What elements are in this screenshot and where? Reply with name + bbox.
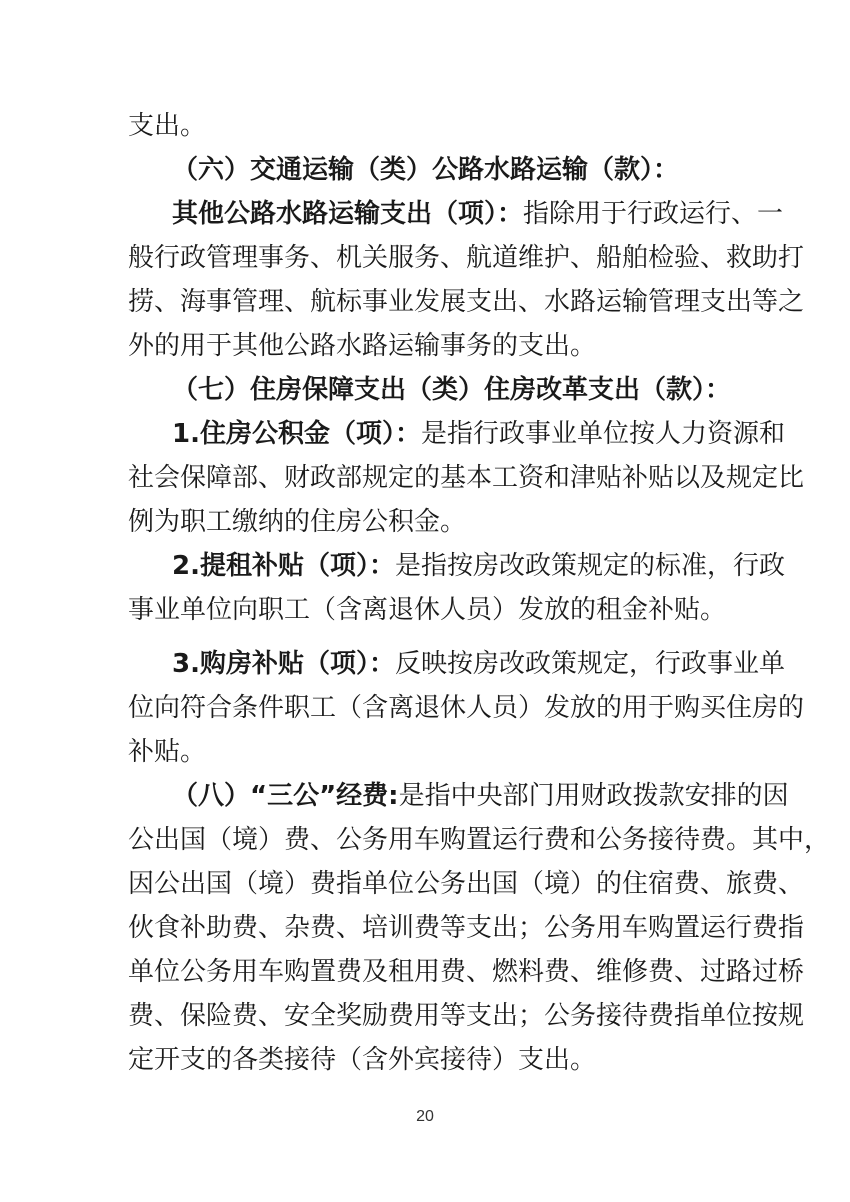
text: 是指按房改政策规定的标准，行政 — [394, 551, 785, 581]
paragraph-line — [128, 500, 728, 544]
text: 是指中央部门用财政拨款安排的因 — [398, 781, 789, 811]
text: 伙食补助费、杂费、培训费等支出；公务用车购置运行费指 — [128, 913, 805, 943]
heading-text: （七）住房保障支出（类）住房改革支出（款）： — [172, 375, 732, 405]
paragraph-line — [128, 588, 728, 632]
paragraph-line — [128, 950, 805, 994]
page-number: 20 — [416, 1108, 434, 1125]
paragraph-line — [128, 324, 728, 368]
text: 费、保险费、安全奖励费用等支出；公务接待费指单位按规 — [128, 1001, 805, 1031]
section-heading-6 — [172, 148, 728, 192]
text: 位向符合条件职工（含离退休人员）发放的用于购买住房的 — [128, 693, 805, 723]
paragraph-line — [128, 862, 805, 906]
paragraph-line — [128, 686, 805, 730]
heading-text: （六）交通运输（类）公路水路运输（款）： — [172, 155, 680, 185]
text: 支出。 — [128, 111, 207, 141]
paragraph-line — [172, 412, 785, 456]
paragraph-line — [128, 994, 805, 1038]
text: 指除用于行政运行、一 — [523, 199, 784, 229]
paragraph-line — [128, 906, 805, 950]
section-heading-7 — [172, 368, 732, 412]
text: 例为职工缴纳的住房公积金。 — [128, 507, 467, 537]
text: 单位公务用车购置费及租用费、燃料费、维修费、过路过桥 — [128, 957, 805, 987]
paragraph-line — [128, 236, 805, 280]
paragraph-line — [172, 544, 785, 588]
text: 社会保障部、财政部规定的基本工资和津贴补贴以及规定比 — [128, 463, 805, 493]
text: 外的用于其他公路水路运输事务的支出。 — [128, 331, 597, 361]
paragraph-line — [128, 1038, 728, 1082]
item-label: 1.住房公积金（项）： — [172, 419, 421, 449]
item-label: 其他公路水路运输支出（项）： — [172, 199, 524, 229]
item-label: （八）“三公”经费: — [172, 781, 399, 811]
paragraph-line — [128, 104, 728, 148]
paragraph-line — [128, 456, 805, 500]
text: 补贴。 — [128, 737, 207, 767]
paragraph-line — [172, 642, 785, 686]
paragraph-line — [172, 774, 789, 818]
item-label: 2.提租补贴（项）： — [172, 551, 395, 581]
text: 般行政管理事务、机关服务、航道维护、船舶检验、救助打 — [128, 243, 805, 273]
text: 事业单位向职工（含离退休人员）发放的租金补贴。 — [128, 595, 727, 625]
paragraph-line — [128, 818, 831, 862]
text: 反映按房改政策规定，行政事业单 — [394, 649, 785, 679]
text: 公出国（境）费、公务用车购置运行费和公务接待费。其中， — [128, 825, 831, 855]
text: 是指行政事业单位按人力资源和 — [420, 419, 785, 449]
text: 因公出国（境）费指单位公务出国（境）的住宿费、旅费、 — [128, 869, 805, 899]
item-label: 3.购房补贴（项）： — [172, 649, 395, 679]
paragraph-line — [128, 280, 805, 324]
paragraph-line — [128, 730, 728, 774]
text: 定开支的各类接待（含外宾接待）支出。 — [128, 1045, 597, 1075]
paragraph-line — [172, 192, 784, 236]
text: 捞、海事管理、航标事业发展支出、水路运输管理支出等之 — [128, 287, 805, 317]
